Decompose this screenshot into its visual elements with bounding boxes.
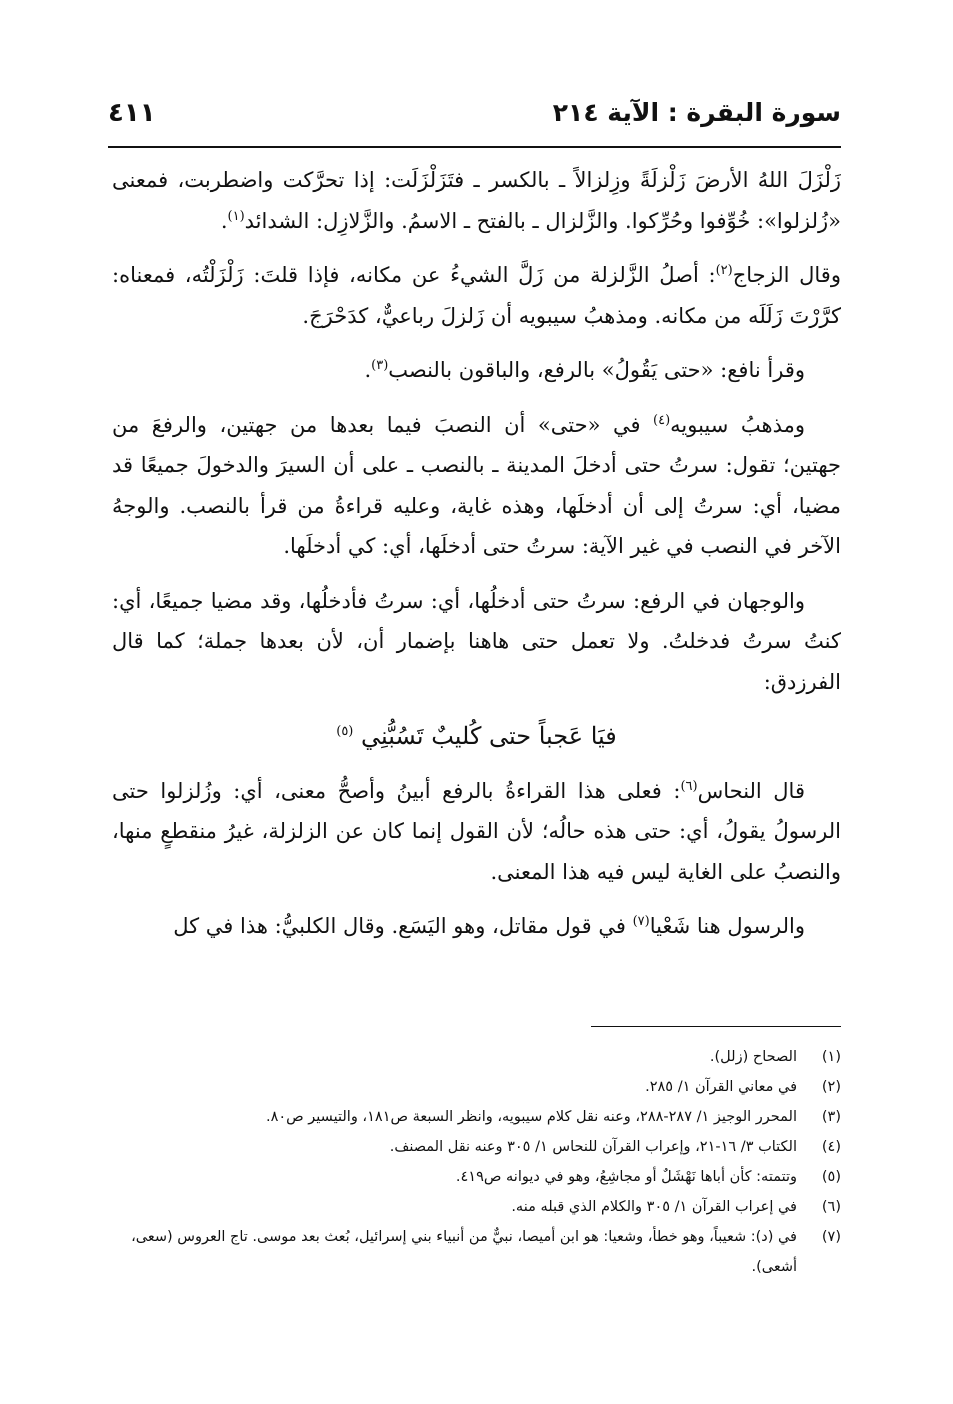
footnote-number: (٣) [821, 1109, 841, 1125]
paragraph-text: والوجهان في الرفع: سرتُ حتى أدخلُها، أي: سرتُ فأدخلُها، وقد مضيا جميعًا، أي: كنتُ سرتُ فدخلتُ. ولا تعمل حتى هاهنا بإضمار أن، لأن بعدها جملة؛ كما قال الفرزدق: [112, 588, 841, 694]
footnote-text: في معاني القرآن ١/ ٢٨٥. [645, 1079, 797, 1095]
footnote-text: الصحاح (زلل). [709, 1049, 797, 1065]
paragraph-text: زَلْزَلَ اللهُ الأرضَ زَلْزلَةً وزِلزالاً ـ بالكسر ـ فتَزَلْزَلَت: إذا تحرَّكت واضطربت، فمعنى «زُلزلوا»: خُوِّفوا وحُرِّكوا. والزَّلزال ـ بالفتح ـ الاسمُ. والزَّلازِل: الشدائد [112, 168, 841, 233]
paragraph [112, 771, 841, 893]
paragraph [112, 405, 841, 567]
footnote-number: (٢) [821, 1079, 841, 1095]
paragraph-text: وقال الزجاج [732, 263, 841, 287]
verse-text: فيَا عَجباً حتى كُليبٌ تَسُبُّنِي [361, 722, 617, 750]
paragraph-text: في «حتى» أن النصبَ فيما بعدها من جهتين، والرفعَ من جهتين؛ تقول: سرتُ حتى أدخلَ المدينة ـ بالنصب ـ على أن السيرَ والدخولَ جميعًا قد مضيا، أي: سرتُ إلى أن أدخلَها، وهذه غاية، وعليه قراءةُ من قرأ بالنصب. والوجهُ الآخر في النصب في غير الآية: سرتُ حتى أدخلَها، أي: كي أدخلَها. [112, 412, 841, 558]
paragraph-text: . [364, 358, 372, 382]
footnote [112, 1192, 841, 1222]
footnote-ref: (٥) [336, 724, 354, 739]
footnote-number: (٥) [821, 1169, 841, 1185]
footnotes [112, 1042, 841, 1282]
paragraph-text: : فعلى هذا القراءةُ بالرفع أبينُ وأصحُّ معنى، أي: وزُلزلوا حتى الرسولُ يقولُ، أي: حتى هذه حالُه؛ لأن القول إنما كان عن الزلزلة، غيرُ منقطعٍ منها، والنصبُ على الغاية ليس فيه هذا المعنى. [112, 778, 841, 884]
footnote-text: في إعراب القرآن ١/ ٣٠٥ والكلام الذي قبله منه. [511, 1199, 797, 1215]
footnote-text: في (د): شعيباً، وهو خطأ، وشعيا: هو ابن أميصا، نبيٌّ من أنبياء بني إسرائيل، بُعث بعد موسى. تاج العروس (سعى، أشعى). [131, 1229, 797, 1275]
paragraph [112, 255, 841, 336]
footnote-ref: (٢) [715, 263, 733, 278]
footnote [112, 1222, 841, 1282]
footnote-text: وتتمته: كأن أباها نَهْشَلٌ أو مجاشِعُ، وهو في ديوانه ص٤١٩. [455, 1169, 797, 1185]
footnote-ref: (٦) [680, 778, 698, 794]
paragraph [112, 350, 841, 391]
paragraph [112, 581, 841, 703]
footnote [112, 1042, 841, 1072]
footnote-ref: (١) [227, 208, 245, 224]
footnote-number: (٧) [821, 1229, 841, 1245]
page-header [108, 92, 841, 148]
paragraph-text: قال النحاس [697, 778, 805, 803]
paragraph-text: . [220, 208, 228, 233]
footnote-ref: (٣) [371, 358, 389, 373]
paragraph-text: والرسول هنا شَعْيا [649, 914, 805, 938]
main-text [112, 160, 841, 961]
poetry-verse [112, 716, 841, 757]
footnote-number: (٦) [821, 1199, 841, 1215]
paragraph-text: في قول مقاتل، وهو اليَسَع. وقال الكلبيُّ: هذا في كل [173, 914, 633, 938]
footnote [112, 1132, 841, 1162]
paragraph-text: ومذهبُ سيبويه [670, 412, 805, 437]
running-title: سورة البقرة : الآية ٢١٤ [552, 98, 841, 127]
footnote [112, 1162, 841, 1192]
page-number: ٤١١ [108, 98, 156, 128]
footnote-number: (٤) [821, 1139, 841, 1155]
footnote-divider [591, 1026, 841, 1027]
footnote-text: المحرر الوجيز ١/ ٢٨٧-٢٨٨، وعنه نقل كلام سيبويه، وانظر السبعة ص١٨١، والتيسير ص٨٠. [265, 1109, 797, 1125]
paragraph [112, 906, 841, 947]
footnote [112, 1102, 841, 1132]
paragraph-text: وقرأ نافع: «حتى يَقُولُ» بالرفع، والباقون بالنصب [388, 358, 805, 382]
footnote-number: (١) [821, 1049, 841, 1065]
footnote-ref: (٧) [632, 914, 650, 929]
footnote-ref: (٤) [653, 412, 671, 428]
paragraph [112, 160, 841, 241]
footnote [112, 1072, 841, 1102]
footnote-text: الكتاب ٣/ ١٦-٢١، وإعراب القرآن للنحاس ١/ ٣٠٥ وعنه نقل المصنف. [389, 1139, 797, 1155]
paragraph-text: : أصلُ الزَّلزلة من زَلَّ الشيءُ عن مكانه، فإذا قلتَ: زَلْزَلْتُه، فمعناه: كرَّرْتَ زَلَلَه من مكانه. ومذهبُ سيبويه أن زَلزلَ رباعيٌّ، كدَحْرَجَ. [112, 263, 841, 328]
